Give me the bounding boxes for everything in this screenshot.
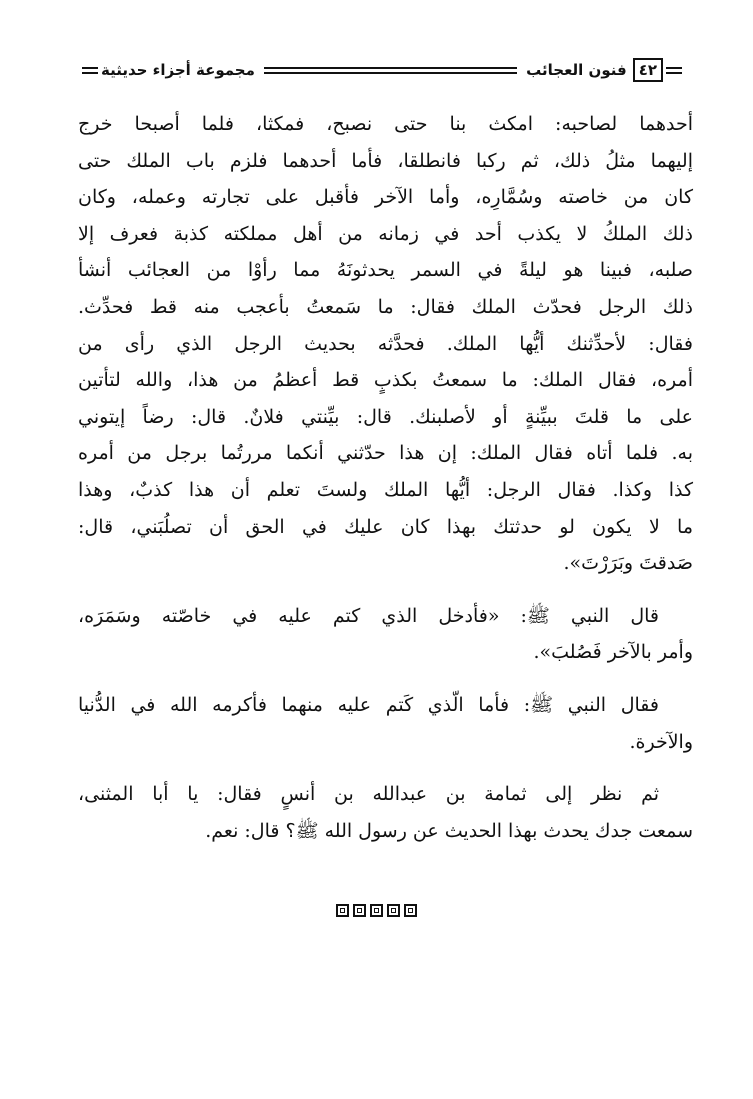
page-body [78, 106, 693, 849]
text-line: أمره، فقال الملك: ما سمعتُ بكذبٍ قط أعظمُ من هذا، والله لتأتين [78, 369, 693, 392]
text-line: كذا وكذا. فقال الرجل: أيُّها الملك ولستَ تعلم أن هذا كذبٌ، وهذا [78, 478, 693, 501]
text-line: وأمر بالآخر فَصُلبَ». [533, 641, 693, 664]
text-line: فقال: لأحدِّثنك أيُّها الملك. فحدَّثه بحديث الرجل الذي رأى من [78, 332, 693, 355]
text-line: على ما قلتَ ببيِّنةٍ أو لأصلبنك. قال: بيِّنتي فلانٌ. قال: رضاً إيتوني [78, 405, 694, 428]
chapter-title: فنون العجائب [526, 61, 627, 79]
text-line: ذلك الملكُ لا يكذب أحد في زمانه من أهل مملكته كذبة فعرف إلا [78, 222, 693, 245]
header-rule-left [82, 67, 98, 74]
text-line: إليهما مثلُ ذلك، ثم ركبا فانطلقا، فأما أحدهما فلزم باب الملك حتى [78, 149, 693, 172]
paragraph [78, 776, 693, 849]
paragraph [78, 106, 693, 582]
text-line: والآخرة. [629, 730, 693, 753]
text-line: صَدقتَ وبَرَرْتَ». [563, 552, 693, 575]
text-line: صلبه، فبينا هو ليلةً في السمر يحدثونَهُ مما رأوْا من العجائب أنشأ [78, 259, 693, 282]
page-number: ٤٢ [633, 58, 663, 82]
text-line: ما لا يكون لو حدثتك بهذا كان عليك في الحق أن تصلُبَني، قال: [78, 515, 693, 538]
running-header [82, 58, 682, 82]
paragraph [78, 598, 693, 671]
header-rule-middle [264, 67, 517, 74]
ornament-square [370, 904, 383, 917]
paragraph [78, 687, 693, 760]
header-rule-right [666, 67, 682, 74]
ornament-square [353, 904, 366, 917]
text-line: سمعت جدك يحدث بهذا الحديث عن رسول الله ﷺ؟ قال: نعم. [205, 819, 693, 842]
end-ornament [0, 904, 753, 917]
text-line: ذلك الرجل فحدّث الملك فقال: ما سَمعتُ بأعجب منه قط فحدِّث. [78, 295, 693, 318]
book-title: مجموعة أجزاء حديثية [101, 61, 255, 79]
text-line: قال النبي ﷺ: «فأدخل الذي كتم عليه في خاصّته وسَمَرَه، [78, 604, 659, 627]
text-line: ثم نظر إلى ثمامة بن عبدالله بن أنسٍ فقال: يا أبا المثنى، [78, 783, 659, 806]
ornament-square [404, 904, 417, 917]
text-line: كان من خاصته وسُمَّارِه، وأما الآخر فأقبل على تجارته وعمله، وكان [78, 186, 693, 209]
text-line: أحدهما لصاحبه: امكث بنا حتى نصبح، فمكثا، فلما أصبحا خرج [78, 113, 693, 135]
ornament-square [336, 904, 349, 917]
ornament-square [387, 904, 400, 917]
text-line: به. فلما أتاه فقال الملك: إن هذا حدّثني أنكما مررتُما برجل من أمره [78, 442, 693, 465]
text-line: فقال النبي ﷺ: فأما الّذي كَتم عليه منهما فأكرمه الله في الدُّنيا [78, 693, 659, 716]
